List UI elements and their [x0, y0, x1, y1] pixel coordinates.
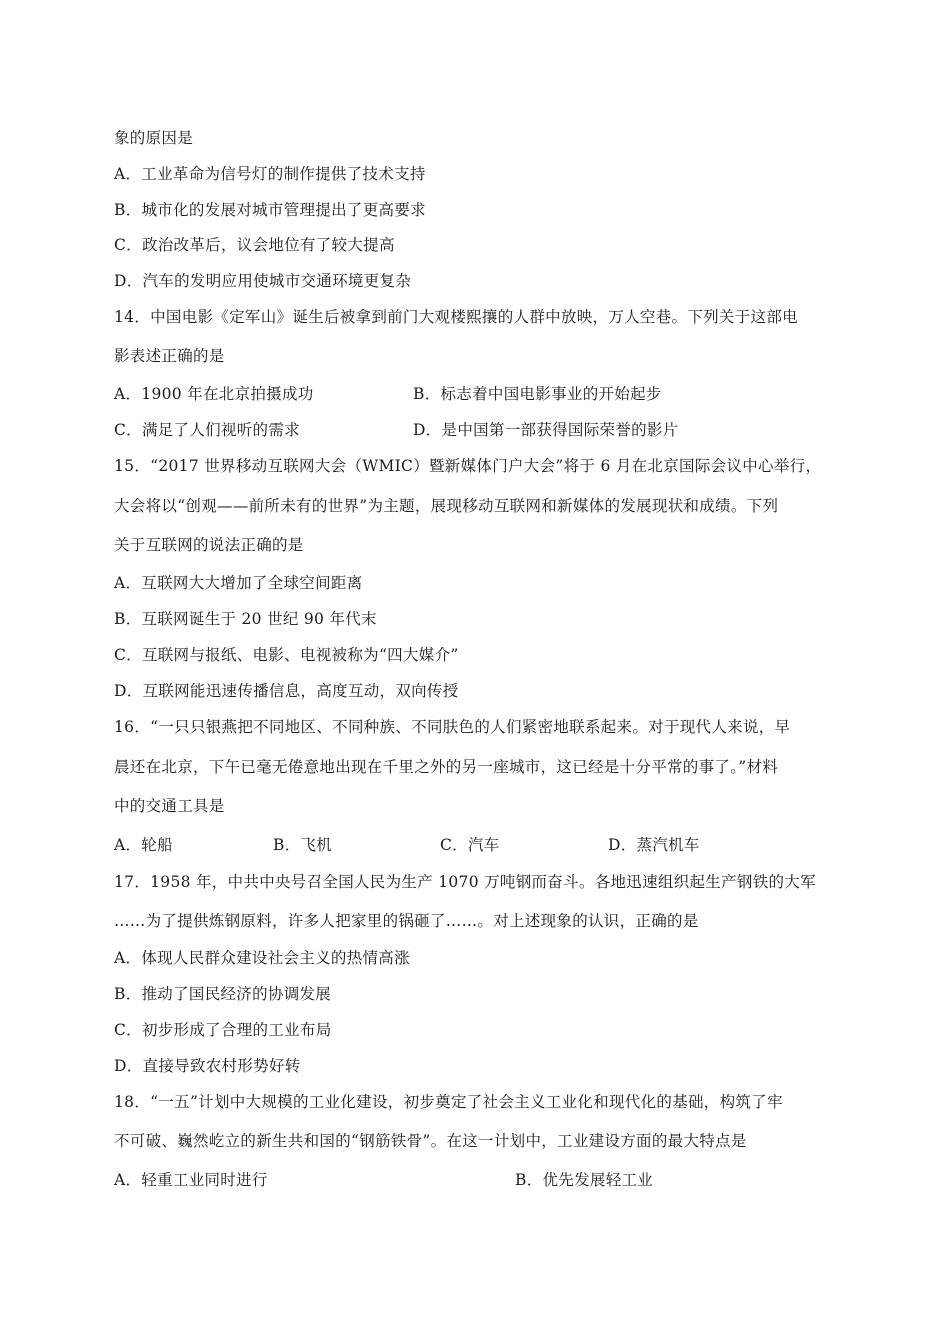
- q16-option-c: C．汽车: [440, 836, 500, 854]
- q17-option-d: D．直接导致农村形势好转: [114, 1057, 301, 1075]
- q17-stem-line1: 17．1958 年，中共中央号召全国人民为生产 1070 万吨钢而奋斗。各地迅速组织起生产钢铁的大军: [114, 873, 816, 891]
- q13-option-b: B．城市化的发展对城市管理提出了更高要求: [114, 201, 426, 219]
- q17-option-b: B．推动了国民经济的协调发展: [114, 985, 332, 1003]
- q18-option-b: B．优先发展轻工业: [515, 1171, 654, 1189]
- q14-option-c: C．满足了人们视听的需求: [114, 421, 300, 439]
- q16-stem-line2: 晨还在北京，下午已毫无倦意地出现在千里之外的另一座城市，这已经是十分平常的事了。”材料: [114, 758, 779, 776]
- q13-option-d: D．汽车的发明应用使城市交通环境更复杂: [114, 272, 412, 290]
- q13-stem-end: 象的原因是: [114, 129, 194, 147]
- q16-stem-line1: 16．“一只只银燕把不同地区、不同种族、不同肤色的人们紧密地联系起来。对于现代人来说，早: [114, 718, 791, 736]
- q15-option-a: A．互联网大大增加了全球空间距离: [114, 574, 363, 592]
- q18-option-a: A．轻重工业同时进行: [114, 1171, 268, 1189]
- q13-option-a: A．工业革命为信号灯的制作提供了技术支持: [114, 165, 426, 183]
- q14-stem-line1: 14．中国电影《定军山》诞生后被拿到前门大观楼熙攘的人群中放映，万人空巷。下列关于这部电: [114, 308, 798, 326]
- q18-stem-line2: 不可破、巍然屹立的新生共和国的“钢筋铁骨”。在这一计划中，工业建设方面的最大特点是: [114, 1132, 747, 1150]
- q17-stem-line2: ……为了提供炼钢原料，许多人把家里的锅砸了……。对上述现象的认识，正确的是: [114, 912, 699, 930]
- q17-option-a: A．体现人民群众建设社会主义的热情高涨: [114, 949, 410, 967]
- q16-option-b: B．飞机: [273, 836, 333, 854]
- q13-option-c: C．政治改革后，议会地位有了较大提高: [114, 236, 395, 254]
- q14-option-b: B．标志着中国电影事业的开始起步: [413, 385, 662, 403]
- q15-option-c: C．互联网与报纸、电影、电视被称为“四大媒介”: [114, 646, 459, 664]
- q16-stem-line3: 中的交通工具是: [114, 797, 225, 815]
- q15-stem-line3: 关于互联网的说法正确的是: [114, 536, 304, 554]
- q14-option-d: D．是中国第一部获得国际荣誉的影片: [413, 421, 679, 439]
- q15-option-d: D．互联网能迅速传播信息，高度互动，双向传授: [114, 682, 459, 700]
- q14-option-a: A．1900 年在北京拍摄成功: [114, 385, 314, 403]
- q16-option-a: A．轮船: [114, 836, 173, 854]
- q15-stem-line2: 大会将以“创观——前所未有的世界”为主题，展现移动互联网和新媒体的发展现状和成绩。下列: [114, 497, 779, 515]
- q15-stem-line1: 15．“2017 世界移动互联网大会（WMIC）暨新媒体门户大会”将于 6 月在北京国际会议中心举行，: [114, 457, 822, 475]
- q14-stem-line2: 影表述正确的是: [114, 347, 225, 365]
- q16-option-d: D．蒸汽机车: [608, 836, 700, 854]
- q17-option-c: C．初步形成了合理的工业布局: [114, 1021, 332, 1039]
- q15-option-b: B．互联网诞生于 20 世纪 90 年代末: [114, 610, 377, 628]
- q18-stem-line1: 18．“一五”计划中大规模的工业化建设，初步奠定了社会主义工业化和现代化的基础，构筑了牢: [114, 1093, 783, 1111]
